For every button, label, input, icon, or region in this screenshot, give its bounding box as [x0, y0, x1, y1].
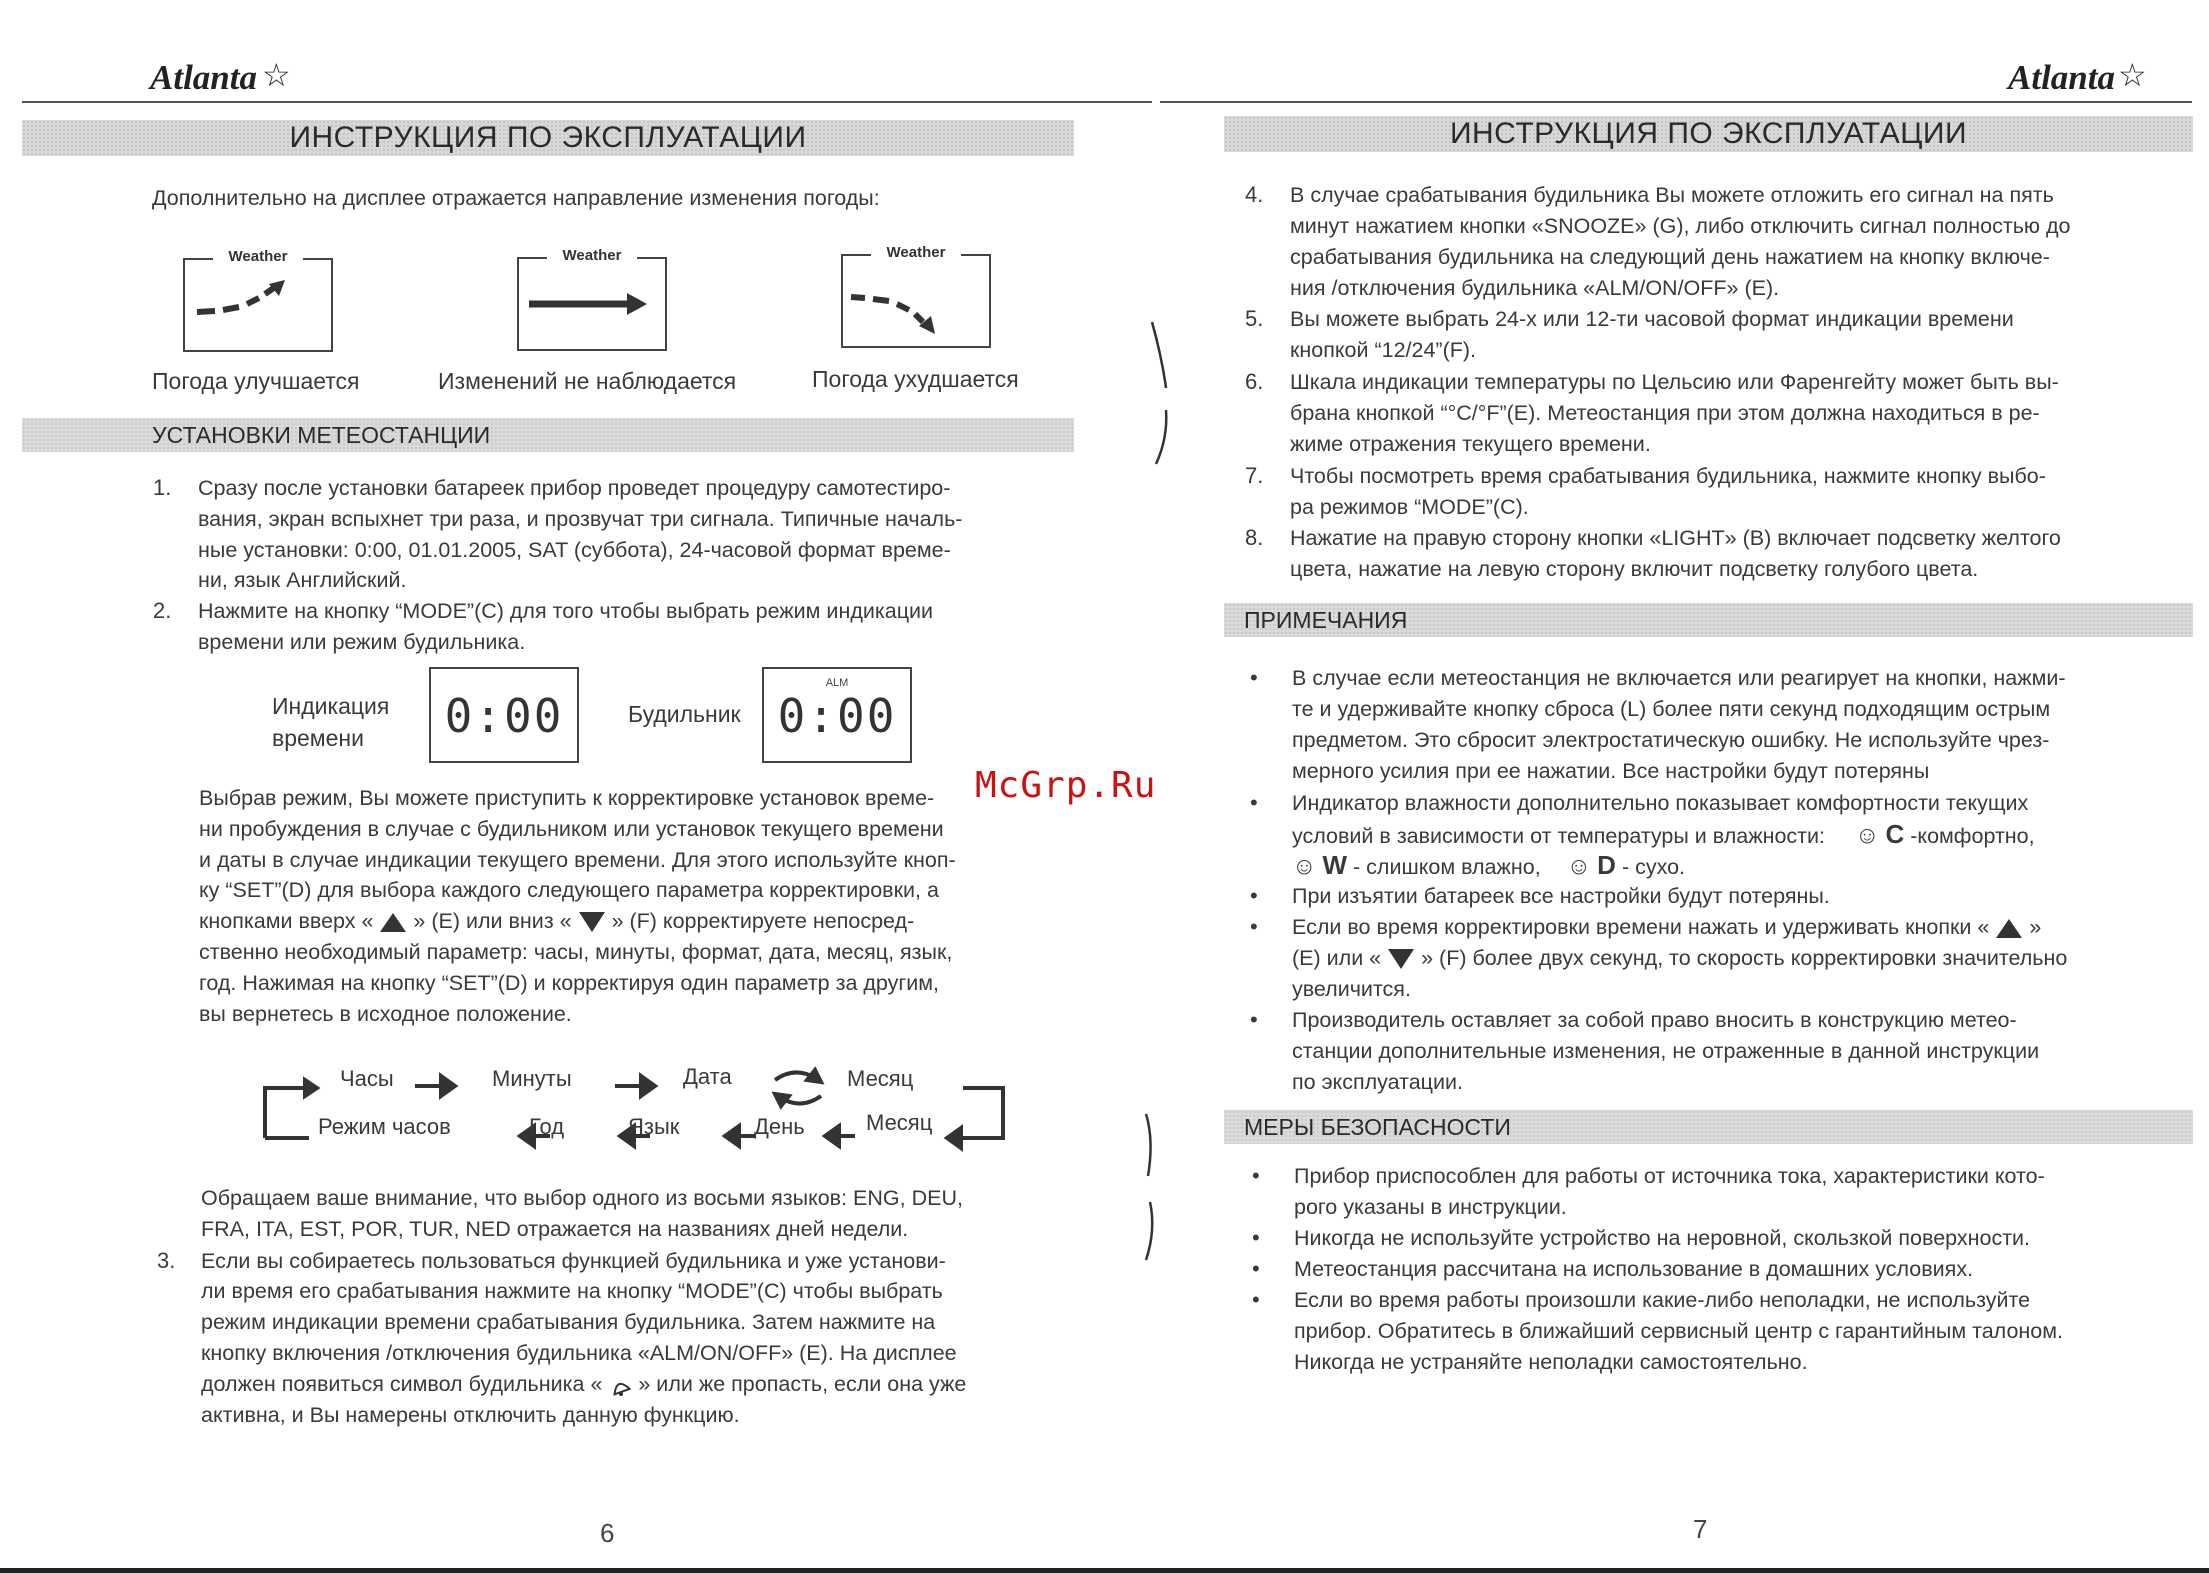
page-title: ИНСТРУКЦИЯ ПО ЭКСПЛУАТАЦИИ	[1449, 117, 1968, 150]
note-text	[1292, 818, 2035, 852]
list-number: 6.	[1245, 369, 1264, 394]
weather-caption: Погода ухудшается	[812, 366, 1019, 392]
list-item-text-part: должен появиться символ будильника «	[201, 1372, 603, 1396]
page-number: 6	[600, 1518, 615, 1548]
paragraph-text: » (F) корректируете непосред-	[611, 909, 915, 933]
note-text: увеличится.	[1292, 977, 1411, 1001]
list-item-text: кнопкой “12/24”(F).	[1290, 338, 1477, 362]
bullet-icon: •	[1252, 1163, 1260, 1188]
list-number: 1.	[153, 475, 172, 500]
note-text-part: »	[2029, 915, 2042, 939]
star-icon: ☆	[2118, 57, 2147, 93]
smiley-icon: ☺	[1292, 853, 1317, 880]
trend-up-icon	[185, 258, 331, 350]
list-number: 7.	[1245, 463, 1264, 488]
safety-text: Никогда не устраняйте неполадки самостоятельно.	[1294, 1350, 1808, 1374]
list-item-text: Нажмите на кнопку “MODE”(C) для того чтобы выбрать режим индикации	[198, 599, 934, 623]
lcd-alarm-value: 0:00	[777, 689, 897, 743]
weather-box-stable	[517, 247, 667, 351]
note-text: В случае если метеостанция не включается или реагирует на кнопки, нажми-	[1292, 666, 2066, 690]
brand-logo-left: Atlanta	[150, 58, 257, 97]
cycle-step: Год	[529, 1114, 565, 1139]
list-item-text: активна, и Вы намерены отключить данную функцию.	[201, 1403, 740, 1427]
paragraph-line: год. Нажимая на кнопку “SET”(D) и корректируя один параметр за другим,	[199, 971, 939, 995]
paragraph-line: вы вернетесь в исходное положение.	[199, 1002, 572, 1026]
smiley-icon: ☺	[1855, 822, 1880, 849]
safety-text: Метеостанция рассчитана на использование в домашних условиях.	[1294, 1257, 1974, 1281]
list-number: 5.	[1245, 306, 1264, 331]
note-text-part: - слишком влажно,	[1353, 855, 1541, 879]
safety-text: Прибор приспособлен для работы от источника тока, характеристики кото-	[1294, 1164, 2045, 1188]
list-item-text: ра режимов “MODE”(C).	[1290, 495, 1529, 519]
bullet-icon: •	[1250, 883, 1258, 908]
cycle-step: День	[754, 1114, 805, 1139]
star-icon: ☆	[262, 57, 291, 93]
note-text-part: условий в зависимости от температуры и влажности:	[1292, 824, 1826, 848]
bottom-edge	[0, 1568, 2209, 1573]
safety-text: Никогда не используйте устройство на неровной, скользкой поверхности.	[1294, 1226, 2031, 1250]
section-header	[1224, 1110, 2193, 1144]
list-item-text: Чтобы посмотреть время срабатывания будильника, нажмите кнопку выбо-	[1290, 464, 2046, 488]
bullet-icon: •	[1252, 1287, 1260, 1312]
note-line: Обращаем ваше внимание, что выбор одного из восьми языков: ENG, DEU,	[201, 1186, 963, 1210]
bullet-icon: •	[1250, 665, 1258, 690]
list-item-text: жиме отражения текущего времени.	[1290, 432, 1651, 456]
cycle-step: Язык	[628, 1114, 680, 1139]
weather-intro: Дополнительно на дисплее отражается направление изменения погоды:	[152, 186, 880, 210]
list-item-text: брана кнопкой “°C/°F”(E). Метеостанция при этом должна находиться в ре-	[1290, 401, 2040, 425]
cycle-step: Минуты	[492, 1066, 572, 1091]
page-number: 7	[1693, 1514, 1708, 1544]
header-rule	[1160, 101, 2192, 103]
list-item-text: времени или режим будильника.	[198, 630, 526, 654]
note-text-part: -комфортно,	[1910, 824, 2035, 848]
list-item-text: ли время его срабатывания нажмите на кнопку “MODE”(C) чтобы выбрать	[201, 1279, 943, 1303]
lcd-time-display	[429, 667, 579, 763]
lcd-time-label: Индикация	[272, 693, 390, 719]
bullet-icon: •	[1250, 790, 1258, 815]
section-header	[1224, 603, 2193, 637]
safety-text: рого указаны в инструкции.	[1294, 1195, 1567, 1219]
note-text: станции дополнительные изменения, не отраженные в данной инструкции	[1292, 1039, 2040, 1063]
weather-caption: Погода улучшается	[152, 368, 360, 394]
note-text-part: » (F) более двух секунд, то скорость корректировки значительно	[1421, 946, 2068, 970]
paragraph-text: кнопками вверх «	[199, 909, 374, 933]
note-line: FRA, ITA, EST, POR, TUR, NED отражается на названиях дней недели.	[201, 1217, 909, 1241]
section-title: УСТАНОВКИ МЕТЕОСТАНЦИИ	[152, 422, 491, 448]
bullet-icon: •	[1250, 1007, 1258, 1032]
note-text-part: (E) или «	[1292, 946, 1382, 970]
list-item-text-part: » или же пропасть, если она уже	[638, 1372, 967, 1396]
trend-flat-icon	[519, 257, 665, 349]
note-text: те и удерживайте кнопку сброса (L) более пяти секунд подходящим острым	[1292, 697, 2051, 721]
list-item-text: кнопку включения /отключения будильника «ALM/ON/OFF» (E). На дисплее	[201, 1341, 957, 1365]
list-number: 8.	[1245, 525, 1264, 550]
paragraph-line: и даты в случае индикации текущего времени. Для этого используйте кноп-	[199, 848, 956, 872]
weather-label: Weather	[562, 247, 622, 264]
wet-letter: W	[1322, 850, 1348, 880]
note-text: мерного усилия при ее нажатии. Все настройки будут потеряны	[1292, 759, 1930, 783]
section-header	[22, 418, 1074, 452]
section-title: ПРИМЕЧАНИЯ	[1244, 607, 1408, 633]
lcd-alarm-tag: ALM	[825, 677, 849, 689]
weather-label: Weather	[886, 244, 946, 261]
weather-label: Weather	[228, 248, 288, 265]
cycle-step: Режим часов	[318, 1114, 451, 1139]
header-rule	[22, 101, 1152, 103]
triangle-up-icon	[1995, 917, 2023, 939]
list-item-text: Сразу после установки батареек прибор проведет процедуру самотестиро-	[198, 476, 951, 500]
list-item-text: ния /отключения будильника «ALM/ON/OFF» (E).	[1290, 276, 1780, 300]
comfort-letter: C	[1885, 819, 1905, 849]
note-text: предметом. Это сбросит электростатическую ошибку. Не используйте чрез-	[1292, 728, 2050, 752]
list-item-text: цвета, нажатие на левую сторону включит подсветку голубого цвета.	[1290, 557, 1979, 581]
cycle-step: Месяц	[847, 1066, 914, 1091]
paragraph-line: ственно необходимый параметр: часы, минуты, формат, дата, месяц, язык,	[199, 940, 953, 964]
list-item-text: срабатывания будильника на следующий день нажатием на кнопку включе-	[1290, 245, 2050, 269]
lcd-alarm-label: Будильник	[628, 701, 741, 727]
paragraph-line	[199, 905, 914, 937]
list-number: 3.	[157, 1248, 176, 1273]
list-item-text: ни, язык Английский.	[198, 568, 407, 592]
list-item-text: минут нажатием кнопки «SNOOZE» (G), либо отключить сигнал полностью до	[1290, 214, 2071, 238]
lcd-alarm-display	[762, 667, 912, 763]
safety-text: Если во время работы произошли какие-либо неполадки, не используйте	[1294, 1288, 2031, 1312]
lcd-time-label: времени	[272, 725, 364, 751]
note-text	[1292, 911, 2041, 943]
weather-box-improving	[183, 248, 333, 352]
note-text-part: Если во время корректировки времени нажать и удерживать кнопки «	[1292, 915, 1990, 939]
header-banner	[1224, 116, 2193, 152]
cycle-step: Дата	[683, 1064, 732, 1089]
list-item-text: В случае срабатывания будильника Вы можете отложить его сигнал на пять	[1290, 183, 2054, 207]
note-text: При изъятии батареек все настройки будут потеряны.	[1292, 884, 1830, 908]
list-number: 4.	[1245, 182, 1264, 207]
note-text: Производитель оставляет за собой право вносить в конструкцию метео-	[1292, 1008, 2017, 1032]
triangle-down-icon	[578, 911, 606, 933]
dry-letter: D	[1597, 850, 1616, 880]
brand-logo-right: Atlanta	[2008, 58, 2115, 97]
lcd-time-value: 0:00	[444, 689, 564, 743]
list-number: 2.	[153, 598, 172, 623]
page-title: ИНСТРУКЦИЯ ПО ЭКСПЛУАТАЦИИ	[289, 121, 807, 154]
bullet-icon: •	[1250, 914, 1258, 939]
paragraph-line: Выбрав режим, Вы можете приступить к корректировке установок време-	[199, 786, 935, 810]
alarm-bell-icon	[608, 1374, 632, 1396]
section-title: МЕРЫ БЕЗОПАСНОСТИ	[1244, 1114, 1511, 1140]
triangle-down-icon	[1387, 948, 1415, 970]
list-item-text	[201, 1368, 966, 1400]
paragraph-line: ни пробуждения в случае с будильником или установок текущего времени	[199, 817, 944, 841]
note-text	[1292, 942, 2067, 974]
note-text	[1292, 849, 1685, 883]
weather-caption: Изменений не наблюдается	[438, 368, 737, 394]
list-item-text: Если вы собираетесь пользоваться функцией будильника и уже установи-	[201, 1249, 946, 1273]
cycle-step: Часы	[340, 1066, 394, 1091]
list-item-text: вания, экран вспыхнет три раза, и прозвучат три сигнала. Типичные началь-	[198, 507, 963, 531]
list-item-text: Шкала индикации температуры по Цельсию или Фаренгейту может быть вы-	[1290, 370, 2059, 394]
paragraph-line: ку “SET”(D) для выбора каждого следующего параметра корректировки, а	[199, 878, 939, 902]
list-item-text: Вы можете выбрать 24-х или 12-ти часовой формат индикации времени	[1290, 307, 2014, 331]
weather-box-worsening	[841, 244, 991, 348]
binder-ring-icon	[1138, 1110, 1162, 1270]
cycle-step: Месяц	[866, 1110, 933, 1135]
trend-down-icon	[843, 254, 989, 346]
list-item-text: режим индикации времени срабатывания будильника. Затем нажмите на	[201, 1310, 936, 1334]
header-banner	[22, 120, 1074, 156]
paragraph-text: » (E) или вниз «	[413, 909, 572, 933]
safety-text: прибор. Обратитесь в ближайший сервисный центр с гарантийным талоном.	[1294, 1319, 2064, 1343]
note-text: по эксплуатации.	[1292, 1070, 1463, 1094]
smiley-icon: ☺	[1566, 853, 1592, 880]
note-text: Индикатор влажности дополнительно показывает комфортности текущих	[1292, 791, 2029, 815]
list-item-text: Нажатие на правую сторону кнопки «LIGHT» (B) включает подсветку желтого	[1290, 526, 2061, 550]
bullet-icon: •	[1252, 1256, 1260, 1281]
watermark: McGrp.Ru	[975, 765, 1157, 806]
list-item-text: ные установки: 0:00, 01.01.2005, SAT (суббота), 24-часовой формат време-	[198, 538, 951, 562]
bullet-icon: •	[1252, 1225, 1260, 1250]
right-page	[1160, 0, 2209, 1573]
triangle-up-icon	[379, 911, 407, 933]
note-text-part: - сухо.	[1621, 855, 1686, 879]
